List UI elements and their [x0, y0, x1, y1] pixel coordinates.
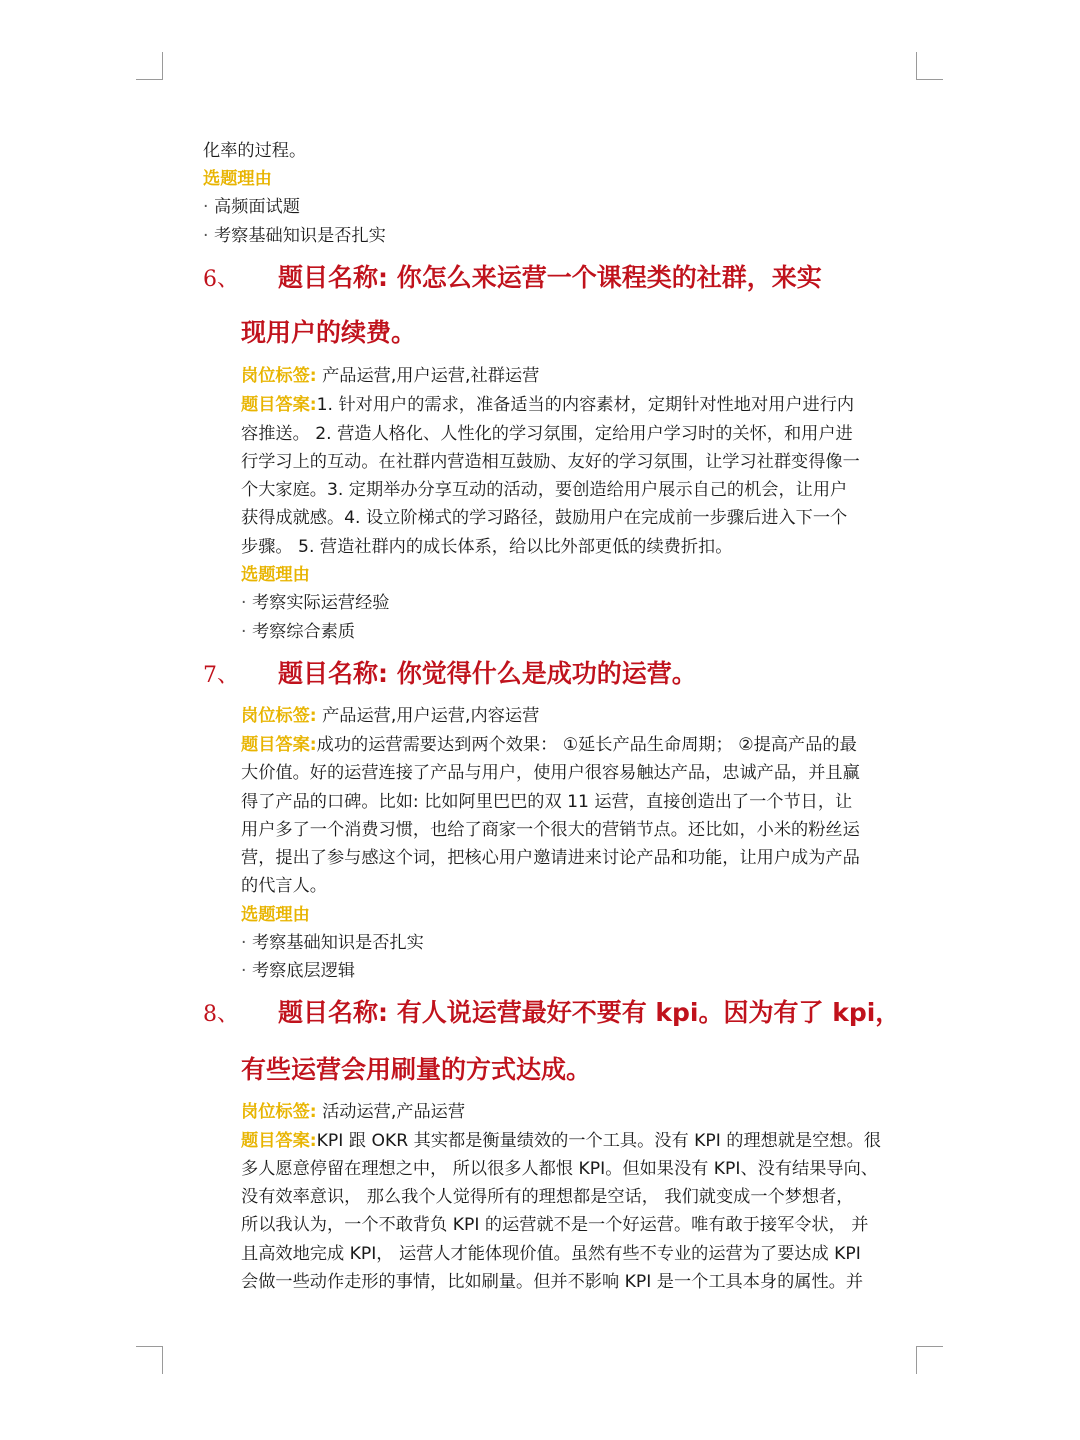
answer-line: 用户多了一个消费习惯，也给了商家一个很大的营销节点。还比如，小米的粉丝运 — [241, 820, 860, 840]
question-heading — [203, 657, 239, 693]
job-tags-value: 活动运营,产品运营 — [322, 1102, 466, 1122]
reason-label: 选题理由 — [203, 169, 272, 189]
crop-mark-bottom-right — [916, 1346, 943, 1347]
job-tags-value: 产品运营,用户运营,内容运营 — [322, 706, 540, 726]
crop-mark-top-left — [162, 52, 163, 80]
bullet-text: 考察综合素质 — [251, 622, 356, 642]
body-text-line: 化率的过程。 — [203, 141, 307, 161]
crop-mark-top-right — [916, 52, 917, 80]
answer-label: 题目答案: — [241, 395, 317, 415]
job-tags-label: 岗位标签: — [241, 1102, 317, 1122]
answer-line: 容推送。 2. 营造人格化、人性化的学习氛围，定给用户学习时的关怀，和用户进 — [241, 424, 853, 444]
answer-line: 个大家庭。3. 定期举办分享互动的活动，要创造给用户展示自己的机会，让用户 — [241, 480, 848, 500]
answer-line: 营，提出了参与感这个词，把核心用户邀请进来讨论产品和功能，让用户成为产品 — [241, 848, 860, 868]
answer-line — [241, 391, 854, 419]
question-title: 题目名称: 有人说运营最好不要有 kpi。因为有了 kpi， — [278, 998, 901, 1027]
answer-line: 会做一些动作走形的事情，比如刷量。但并不影响 KPI 是一个工具本身的属性。并 — [241, 1272, 864, 1292]
answer-line: 所以我认为，一个不敢背负 KPI 的运营就不是一个好运营。唯有敢于接军令状， 并 — [241, 1215, 869, 1235]
crop-mark-bottom-left — [136, 1346, 163, 1347]
answer-line — [241, 1127, 881, 1155]
bullet-text: 考察基础知识是否扎实 — [251, 933, 424, 953]
bullet-item: · 考察综合素质 — [241, 622, 356, 642]
bullet-text: 高频面试题 — [213, 197, 300, 217]
answer-line: 获得成就感。4. 设立阶梯式的学习路径，鼓励用户在完成前一步骤后进入下一个 — [241, 508, 848, 528]
bullet-text: 考察实际运营经验 — [251, 593, 390, 613]
answer-label: 题目答案: — [241, 735, 317, 755]
question-title: 题目名称: 你怎么来运营一个课程类的社群，来实 — [278, 263, 822, 292]
question-heading — [203, 261, 239, 297]
job-tags-row — [241, 1098, 465, 1126]
question-number: 7、 — [203, 663, 239, 688]
question-title: 题目名称: 你觉得什么是成功的运营。 — [278, 659, 697, 688]
job-tags-row — [241, 362, 539, 390]
job-tags-label: 岗位标签: — [241, 366, 317, 386]
answer-line: 的代言人。 — [241, 876, 327, 896]
bullet-item: · 考察基础知识是否扎实 — [241, 933, 424, 953]
answer-line: 且高效地完成 KPI， 运营人才能体现价值。虽然有些不专业的运营为了要达成 KPI — [241, 1244, 861, 1264]
bullet-item: · 考察基础知识是否扎实 — [203, 226, 386, 246]
question-number: 8、 — [203, 1002, 239, 1027]
answer-text: KPI 跟 OKR 其实都是衡量绩效的一个工具。没有 KPI 的理想就是空想。很 — [316, 1131, 881, 1151]
answer-line: 没有效率意识， 那么我个人觉得所有的理想都是空话， 我们就变成一个梦想者， — [241, 1187, 854, 1207]
answer-text: 成功的运营需要达到两个效果： ①延长产品生命周期； ②提高产品的最 — [316, 735, 857, 755]
reason-label: 选题理由 — [241, 565, 310, 585]
job-tags-label: 岗位标签: — [241, 706, 317, 726]
answer-line: 得了产品的口碑。比如: 比如阿里巴巴的双 11 运营，直接创造出了一个节日，让 — [241, 792, 853, 812]
crop-mark-bottom-right — [916, 1346, 917, 1374]
answer-line: 多人愿意停留在理想之中， 所以很多人都恨 KPI。但如果没有 KPI、没有结果导向、 — [241, 1159, 878, 1179]
question-title-continued: 有些运营会用刷量的方式达成。 — [241, 1055, 592, 1084]
question-number: 6、 — [203, 267, 239, 292]
bullet-text: 考察底层逻辑 — [251, 961, 356, 981]
answer-line: 大价值。好的运营连接了产品与用户，使用户很容易触达产品，忠诚产品，并且赢 — [241, 763, 860, 783]
reason-label: 选题理由 — [241, 905, 310, 925]
job-tags-row — [241, 702, 539, 730]
job-tags-value: 产品运营,用户运营,社群运营 — [322, 366, 540, 386]
bullet-item: · 高频面试题 — [203, 197, 300, 217]
crop-mark-bottom-left — [162, 1346, 163, 1374]
answer-text: 1. 针对用户的需求，准备适当的内容素材，定期针对性地对用户进行内 — [316, 395, 855, 415]
answer-label: 题目答案: — [241, 1131, 317, 1151]
question-heading — [203, 996, 239, 1032]
crop-mark-top-left — [136, 79, 163, 80]
bullet-item: · 考察实际运营经验 — [241, 593, 390, 613]
bullet-item: · 考察底层逻辑 — [241, 961, 356, 981]
question-title-continued: 现用户的续费。 — [241, 318, 417, 347]
answer-line: 行学习上的互动。在社群内营造相互鼓励、友好的学习氛围，让学习社群变得像一 — [241, 452, 860, 472]
crop-mark-top-right — [916, 79, 943, 80]
answer-line: 步骤。 5. 营造社群内的成长体系，给以比外部更低的续费折扣。 — [241, 537, 733, 557]
answer-line — [241, 731, 857, 759]
bullet-text: 考察基础知识是否扎实 — [213, 226, 386, 246]
